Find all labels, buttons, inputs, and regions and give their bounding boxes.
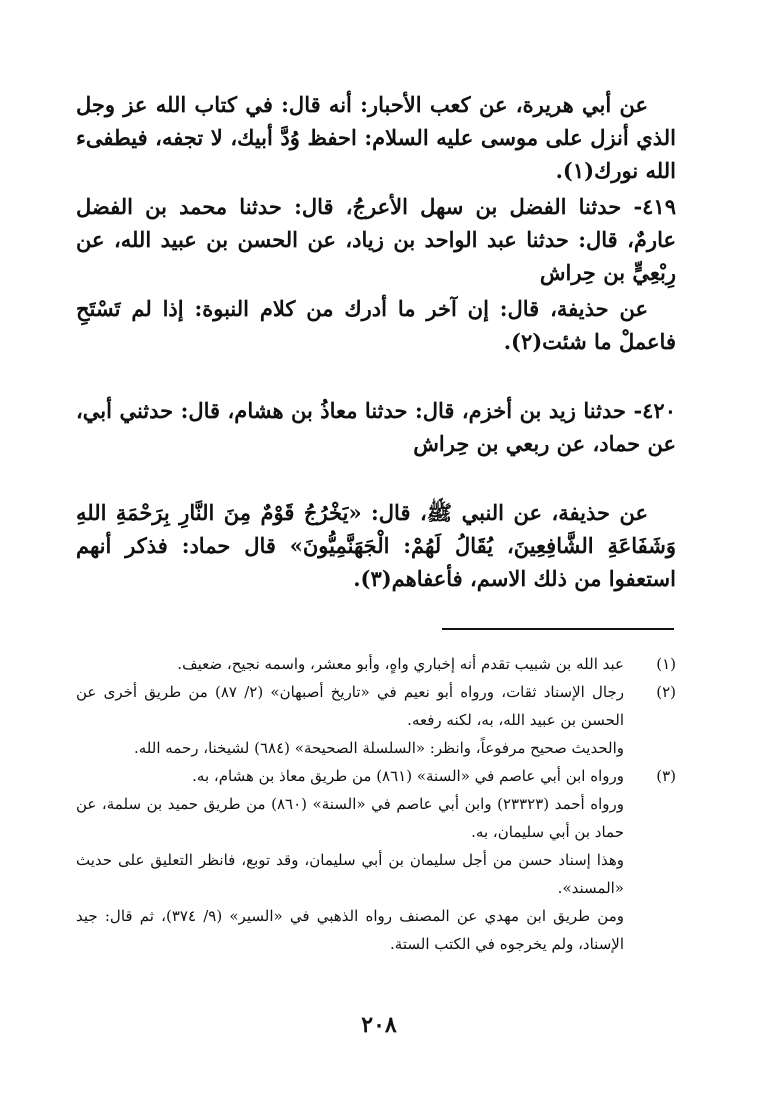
hadith-number-419: ٤١٩- — [633, 194, 676, 219]
footnote-3 — [76, 762, 676, 958]
footnote-body — [76, 762, 624, 958]
hadith-number-420: ٤٢٠- — [633, 398, 676, 423]
paragraph-3-text: عن حذيفة، قال: إن آخر ما أدرك من كلام النبوة: إذا لم تَسْتَحِ فاعملْ ما شئت(٢). — [76, 296, 676, 354]
footnote-2 — [76, 678, 676, 762]
paragraph-1 — [76, 88, 676, 187]
footnote-1 — [76, 650, 676, 678]
paragraph-1-text: عن أبي هريرة، عن كعب الأحبار: أنه قال: في كتاب الله عز وجل الذي أنزل على موسى عليه السلام: احفظ وُدَّ أبيك، لا تجفه، فيطفىء الله نورك(١). — [76, 92, 676, 183]
footnote-marker: (١) — [656, 655, 676, 673]
footnote-line: ومن طريق ابن مهدي عن المصنف رواه الذهبي في «السير» (٩/ ٣٧٤)، ثم قال: جيد الإسناد، ولم يخرجوه في الكتب الستة. — [76, 907, 624, 953]
footnote-body — [76, 650, 624, 678]
footnote-line: والحديث صحيح مرفوعاً، وانظر: «السلسلة الصحيحة» (٦٨٤) لشيخنا، رحمه الله. — [133, 739, 624, 757]
footnote-marker: (٢) — [656, 683, 676, 701]
page-number: ٢٠٨ — [361, 1012, 397, 1038]
footnote-line: عبد الله بن شبيب تقدم أنه إخباري واهٍ، وأبو معشر، واسمه نجيح، ضعيف. — [177, 655, 624, 673]
footnote-body — [76, 678, 624, 762]
paragraph-420 — [76, 394, 676, 460]
paragraph-5-text: عن حذيفة، عن النبي ﷺ، قال: «يَخْرُجُ قَوْمٌ مِنَ النَّارِ بِرَحْمَةِ اللهِ وَشَفَاعَةِ الشَّافِعِينَ، يُقَالُ لَهُمْ: الْجَهَنَّمِيُّونَ» قال حماد: فذكر أنهم استعفوا من ذلك الاسم، فأعفاهم(٣). — [76, 500, 676, 591]
footnote-marker: (٣) — [656, 767, 676, 785]
footnote-separator — [442, 628, 674, 630]
footnote-line: وهذا إسناد حسن من أجل سليمان بن أبي سليمان، وقد توبع، فانظر التعليق على حديث «المسند». — [76, 851, 624, 897]
paragraph-5 — [76, 496, 676, 595]
paragraph-419 — [76, 190, 676, 289]
footnote-line: رجال الإسناد ثقات، ورواه أبو نعيم في «تاريخ أصبهان» (٢/ ٨٧) من طريق أخرى عن الحسن بن عبيد الله، به، لكنه رفعه. — [76, 683, 624, 729]
paragraph-419-text: حدثنا الفضل بن سهل الأعرجُ، قال: حدثنا محمد بن الفضل عارمٌ، قال: حدثنا عبد الواحد بن زياد، عن الحسن بن عبيد الله، عن رِبْعِيٍّ بن حِراش — [76, 194, 676, 285]
footnote-line: ورواه ابن أبي عاصم في «السنة» (٨٦١) من طريق معاذ بن هشام، به. — [192, 767, 624, 785]
paragraph-420-text: حدثنا زيد بن أخزم، قال: حدثنا معاذُ بن هشام، قال: حدثني أبي، عن حماد، عن ربعي بن حِراش — [76, 398, 676, 456]
footnotes — [76, 650, 676, 958]
paragraph-3 — [76, 292, 676, 358]
footnote-line: ورواه أحمد (٢٣٣٢٣) وابن أبي عاصم في «السنة» (٨٦٠) من طريق حميد بن سلمة، عن حماد بن أبي سليمان، به. — [76, 795, 624, 841]
